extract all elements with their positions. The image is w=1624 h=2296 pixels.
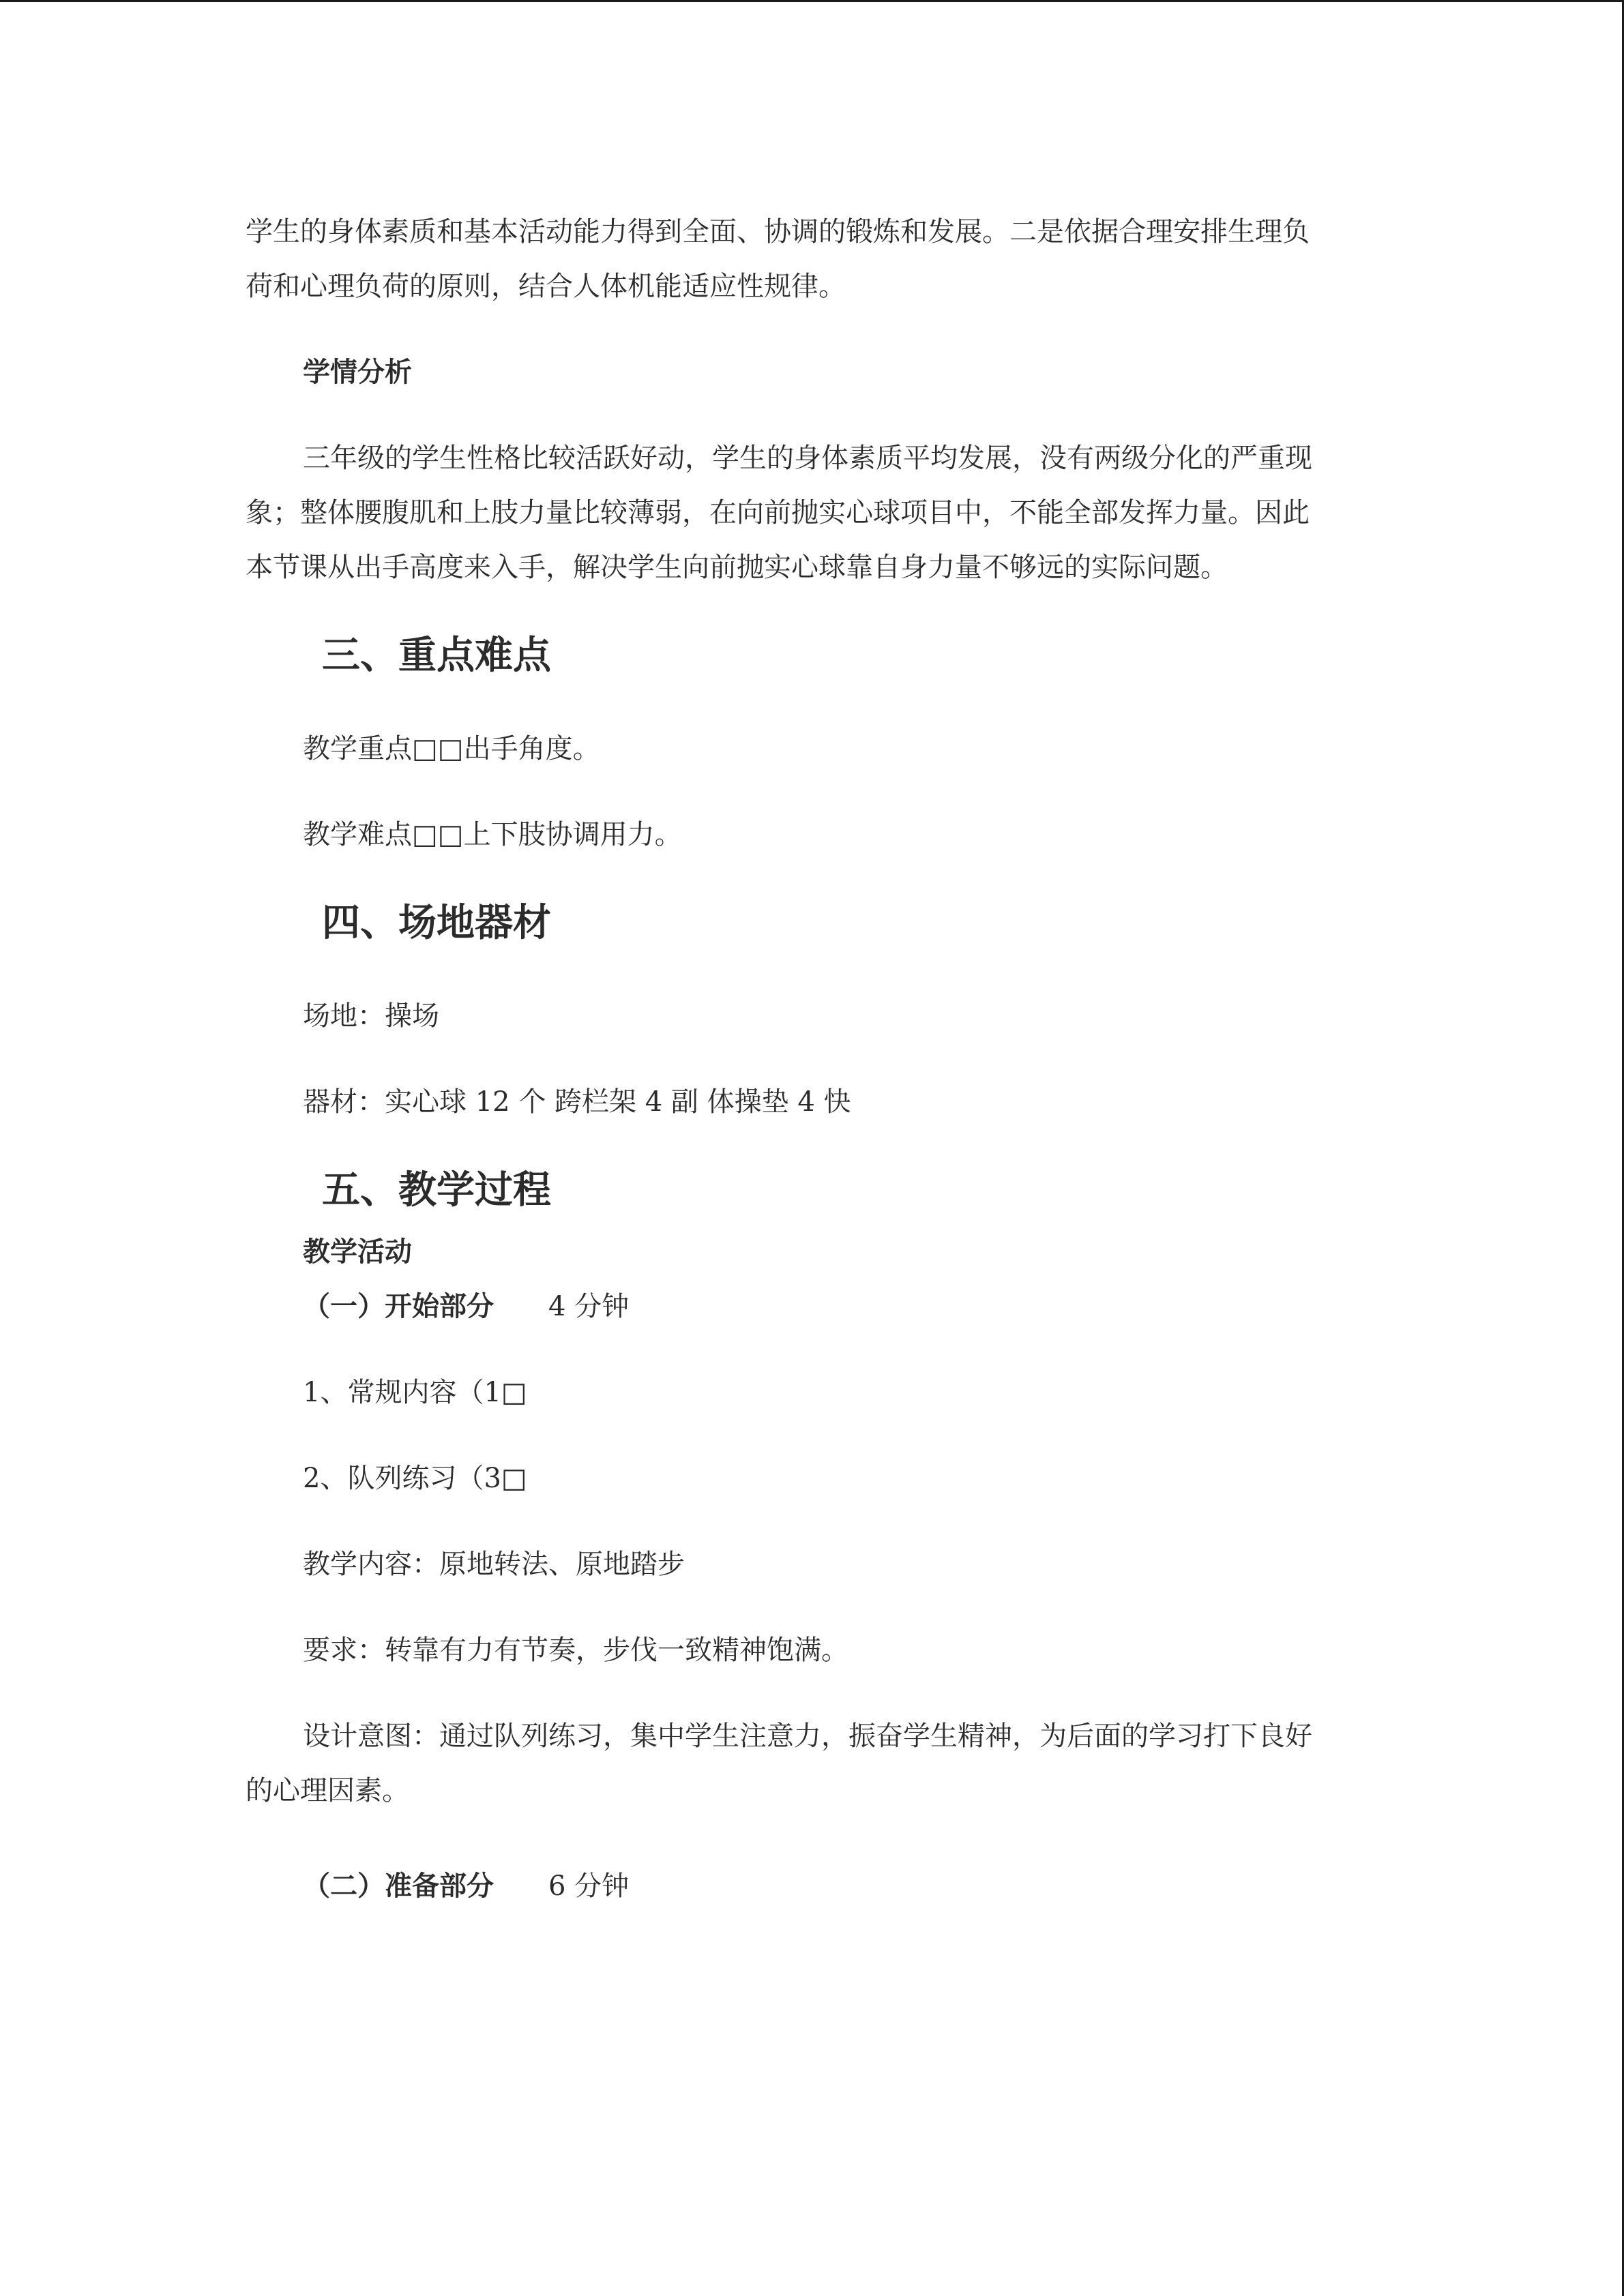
analysis-line: 象；整体腰腹肌和上肢力量比较薄弱，在向前抛实心球项目中，不能全部发挥力量。因此 [246,497,1310,528]
analysis-line: 本节课从出手高度来入手，解决学生向前抛实心球靠自身力量不够远的实际问题。 [246,552,1228,583]
equipment-line: 器材：实心球 12 个 跨栏架 4 副 体操垫 4 快 [303,1086,851,1118]
analysis-paragraph [246,431,1364,595]
design-intent-line: 的心理因素。 [246,1775,409,1806]
part-two-duration: 6 分钟 [548,1870,630,1902]
design-intent-paragraph [246,1709,1364,1818]
page-top-border [0,0,1624,2]
part-two-heading [303,1859,1364,1913]
section-heading-key-points: 三、重点难点 [322,633,551,678]
intro-line: 荷和心理负荷的原则，结合人体机能适应性规律。 [246,271,846,302]
document-page [246,205,1364,1913]
section-heading-teaching-process: 五、教学过程 [322,1168,551,1212]
teaching-content-line: 教学内容：原地转法、原地踏步 [303,1549,685,1580]
part-one-name: （一）开始部分 [303,1291,494,1322]
design-intent-line: 设计意图：通过队列练习，集中学生注意力，振奋学生精神，为后面的学习打下良好 [303,1720,1312,1752]
list-item-routine: 1、常规内容（1□ [303,1377,527,1408]
part-one-heading [303,1279,1364,1334]
teaching-key-point: 教学重点□□出手角度。 [303,733,600,764]
part-two-name: （二）准备部分 [303,1870,494,1902]
list-item-formation-drill: 2、队列练习（3□ [303,1463,527,1494]
intro-paragraph [246,205,1364,314]
section-heading-venue-equipment: 四、场地器材 [322,901,551,945]
intro-line: 学生的身体素质和基本活动能力得到全面、协调的锻炼和发展。二是依据合理安排生理负 [246,216,1310,248]
requirement-line: 要求：转靠有力有节奏，步伐一致精神饱满。 [303,1635,848,1666]
teaching-activity-label: 教学活动 [303,1236,412,1268]
teaching-difficulty: 教学难点□□上下肢协调用力。 [303,819,682,850]
part-one-duration: 4 分钟 [548,1291,630,1322]
analysis-heading: 学情分析 [303,357,412,388]
venue-line: 场地：操场 [303,1000,439,1032]
analysis-line: 三年级的学生性格比较活跃好动，学生的身体素质平均发展，没有两级分化的严重现 [303,443,1312,474]
